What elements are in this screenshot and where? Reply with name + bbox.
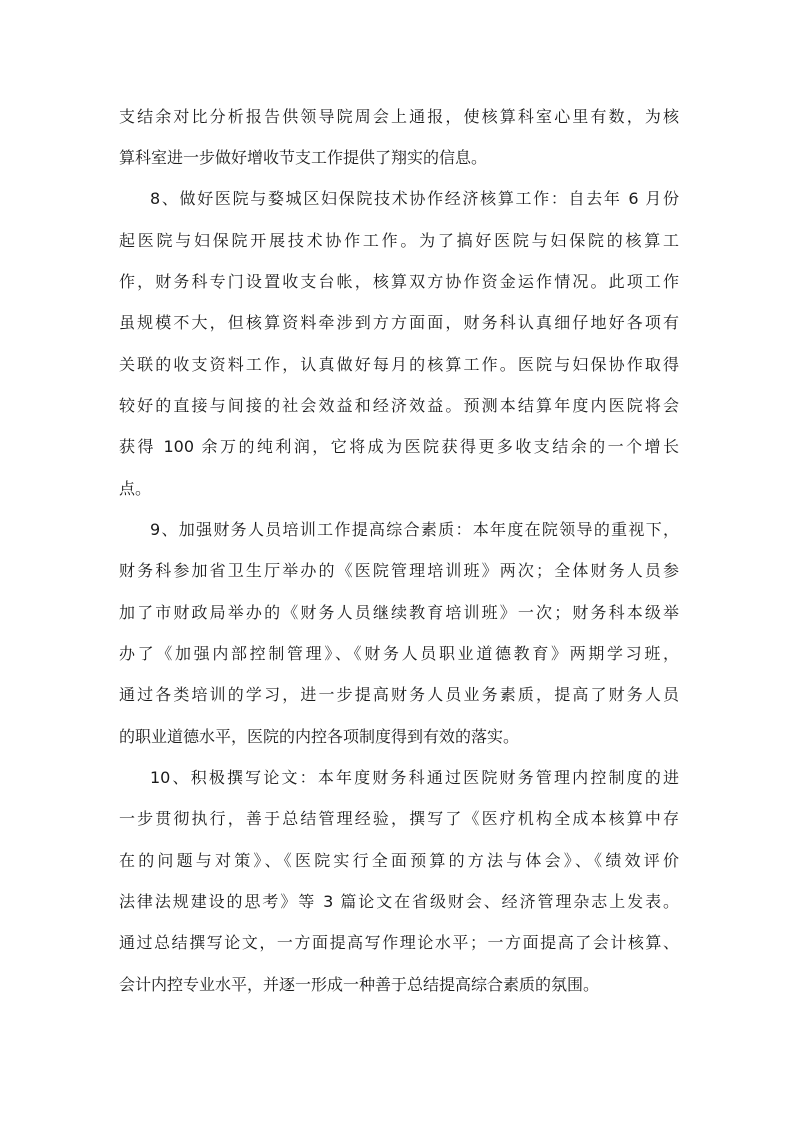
text-line: 关联的收支资料工作，认真做好每月的核算工作。医院与妇保协作取得 xyxy=(119,355,679,374)
text-line: 的职业道德水平，医院的内控各项制度得到有效的落实。 xyxy=(119,727,520,746)
paragraph-10-start: 10、积极撰写论文：本年度财务科通过医院财务管理内控制度的进 xyxy=(150,768,679,787)
text-line: 一步贯彻执行，善于总结管理经验，撰写了《医疗机构全成本核算中存 xyxy=(119,809,679,828)
text-line: 作，财务科专门设置收支台帐，核算双方协作资金运作情况。此项工作 xyxy=(119,272,679,291)
text-line: 办了《加强内部控制管理》、《财务人员职业道德教育》两期学习班， xyxy=(119,644,679,663)
text-line: 通过各类培训的学习，进一步提高财务人员业务素质，提高了财务人员 xyxy=(119,685,679,704)
text-line: 财务科参加省卫生厅举办的《医院管理培训班》两次；全体财务人员参 xyxy=(119,561,679,580)
text-line: 通过总结撰写论文，一方面提高写作理论水平；一方面提高了会计核算、 xyxy=(119,933,679,952)
text-line: 会计内控专业水平，并逐一形成一种善于总结提高综合素质的氛围。 xyxy=(119,975,600,994)
text-line: 起医院与妇保院开展技术协作工作。为了搞好医院与妇保院的核算工 xyxy=(119,231,679,250)
text-line: 较好的直接与间接的社会效益和经济效益。预测本结算年度内医院将会 xyxy=(119,396,679,415)
text-line: 获得 100 余万的纯利润，它将成为医院获得更多收支结余的一个增长 xyxy=(119,437,679,456)
text-line: 在的问题与对策》、《医院实行全面预算的方法与体会》、《绩效评价 xyxy=(119,851,679,870)
text-line: 法律法规建设的思考》等 3 篇论文在省级财会、经济管理杂志上发表。 xyxy=(119,892,679,911)
text-line: 虽规模不大，但核算资料牵涉到方方面面，财务科认真细仔地好各项有 xyxy=(119,313,679,332)
text-line: 点。 xyxy=(119,479,152,498)
paragraph-9-start: 9、加强财务人员培训工作提高综合素质：本年度在院领导的重视下， xyxy=(150,520,679,539)
text-line: 加了市财政局举办的《财务人员继续教育培训班》一次；财务科本级举 xyxy=(119,603,679,622)
text-line: 算科室进一步做好增收节支工作提供了翔实的信息。 xyxy=(119,148,488,167)
paragraph-8-start: 8、做好医院与婺城区妇保院技术协作经济核算工作：自去年 6 月份 xyxy=(150,189,679,208)
text-line: 支结余对比分析报告供领导院周会上通报，使核算科室心里有数，为核 xyxy=(119,107,679,126)
